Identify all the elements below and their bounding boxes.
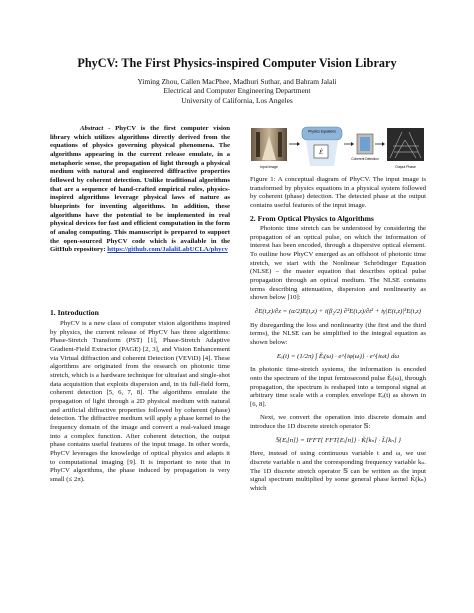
introduction-body bbox=[50, 320, 230, 484]
github-link[interactable]: https://github.com/JalaliLabUCLA/phycv bbox=[107, 246, 228, 254]
coherent-detection-label: Coherent Detection bbox=[351, 157, 379, 161]
institution: University of California, Los Angeles bbox=[181, 95, 293, 105]
detector-icon bbox=[351, 134, 379, 161]
section-2-paragraph-3: In photonic time-stretch systems, the information is encoded onto the spectrum of the input femtosecond pulse Ẽᵢ(ω), through propagation, the spectrum is reshaped into a temporal signal at arbitrary time scale with a complex envelope Eₒ(t) as shown in [6, 8]. bbox=[250, 366, 426, 408]
output-phase-image bbox=[387, 128, 424, 169]
authors: Yiming Zhou, Callen MacPhee, Madhuri Suthar, and Bahram Jalali bbox=[137, 77, 337, 86]
figure-1-diagram bbox=[250, 126, 426, 172]
introduction-heading: 1. Introduction bbox=[50, 308, 99, 317]
section-2-paragraph-1: Photonic time stretch can be understood by considering the propagation of an optical pulse, on which the information of interest has been encoded, through a dispersive optical element. To outline how PhyCV emerged as an offshoot of photonic time stretch, we start with the Nonlinear Schrödinger Equation (NLSE) – the master equation that describes optical pulse propagation through an optical medium. The NLSE contains terms describing attenuation, dispersion and nonlinearity as shown below [10]: bbox=[250, 225, 426, 302]
input-image-label: Input Image bbox=[260, 165, 278, 169]
equation-nlse: ∂E(t,z)/∂z = (α/2)E(t,z) + i(β₂/2) ∂²E(t,z)/∂t² + iγ|E(t,z)|²E(t,z) bbox=[254, 307, 422, 315]
equation-stretch-operator: 𝕊{Eᵢ[n]} = IFFT{ FFT{Eᵢ[n]} · K̃[kₙ] · L̃[kₙ] } bbox=[274, 436, 402, 444]
output-phase-label: Output Phase bbox=[395, 165, 416, 169]
physics-equations-label: Physics Equations bbox=[308, 129, 336, 134]
paper-title: PhyCV: The First Physics-inspired Computer Vision Library bbox=[77, 56, 397, 70]
section-2-paragraph-2: By disregarding the loss and nonlinearity (the first and the third terms), the NLSE can be simplified to the integral equation as shown below: bbox=[250, 321, 426, 346]
abstract-text: - PhyCV is the first computer vision library which utilizes algorithms directly derived from the equations of physics governing physical phenomena. The algorithms appearing in the current release emulate, in a metaphoric sense, the propagation of light through a physical medium with natural and engineered diffractive properties followed by coherent detection. Unlike traditional algorithms that are a sequence of hand-crafted empirical rules, physics-inspired algorithms leverage physical laws of nature as blueprints for inventing algorithms. In addition, these algorithms have the potential to be implemented in real physical devices for fast and efficient computation in the form of analog computing. This manuscript is prepared to support the open-sourced PhyCV code which is available in the GitHub repository: bbox=[50, 125, 230, 254]
section-2-heading: 2. From Optical Physics to Algorithms bbox=[250, 214, 374, 223]
section-2-paragraph-4: Next, we convert the operation into discrete domain and introduce the 1D discrete stretch operator 𝕊: bbox=[250, 414, 426, 431]
input-image bbox=[251, 128, 287, 169]
author-block bbox=[0, 77, 474, 105]
abstract bbox=[50, 125, 230, 255]
operator-symbol: Ê bbox=[319, 150, 323, 156]
arrow-icon bbox=[375, 142, 385, 146]
section-2-body bbox=[250, 225, 426, 494]
arrow-icon bbox=[344, 142, 354, 146]
physics-equations-box bbox=[302, 127, 342, 166]
department: Electrical and Computer Engineering Department bbox=[163, 86, 311, 96]
abstract-label: Abstract bbox=[80, 125, 104, 132]
equation-integral: Eₒ(t) = (1/2π) ∫ Ẽᵢ(ω) · e^{iφ(ω)} · e^{iωt} dω bbox=[276, 352, 400, 360]
introduction-paragraph: PhyCV is a new class of computer vision algorithms inspired by physics, the current release of PhyCV has three algorithms: Phase-Stretch Transform (PST) [1], Phase-Stretch Adaptive Gradient-Field Extractor (PAGE) [2, 3], and Vision Enhancement via Virtual diffraction and coherent Detection (VEViD) [4]. These algorithms are originated from the research on photonic time stretch, which is a hardware technique for ultrafast and single-shot data acquisition that exploits dispersion and, in its full-field form, coherent detection [5, 6, 7, 8]. The algorithms emulate the propagation of light through a 2D physical medium with natural and artificial diffractive properties followed by coherent (phase) detection. The diffractive medium will apply a phase kernel to the frequency domain of the image and convert a real-valued image into a complex function. After coherent detection, the output phase contains useful features of the input image. In other words, PhyCV leverages the knowledge of optical physics and adapts it to computational imaging [9]. It is important to note that in PhyCV algorithms, the phase induced by propagation is very small (≤ 2π). bbox=[50, 320, 230, 483]
figure-1-caption: Figure 1: A conceptual diagram of PhyCV. The input image is transformed by physics equations in a physical system followed by coherent (phase) detection. The detected phase at the output contains useful features of the input image. bbox=[250, 176, 426, 209]
arrow-icon bbox=[289, 142, 300, 146]
section-2-paragraph-5: Here, instead of using continuous variable t and ω, we use discrete variable n and the corresponding frequency variable kₙ. The 1D discrete stretch operator 𝕊 can be written as the input signal spectrum multiplied by some general phase kernel K̃(kₙ) which bbox=[250, 450, 426, 493]
